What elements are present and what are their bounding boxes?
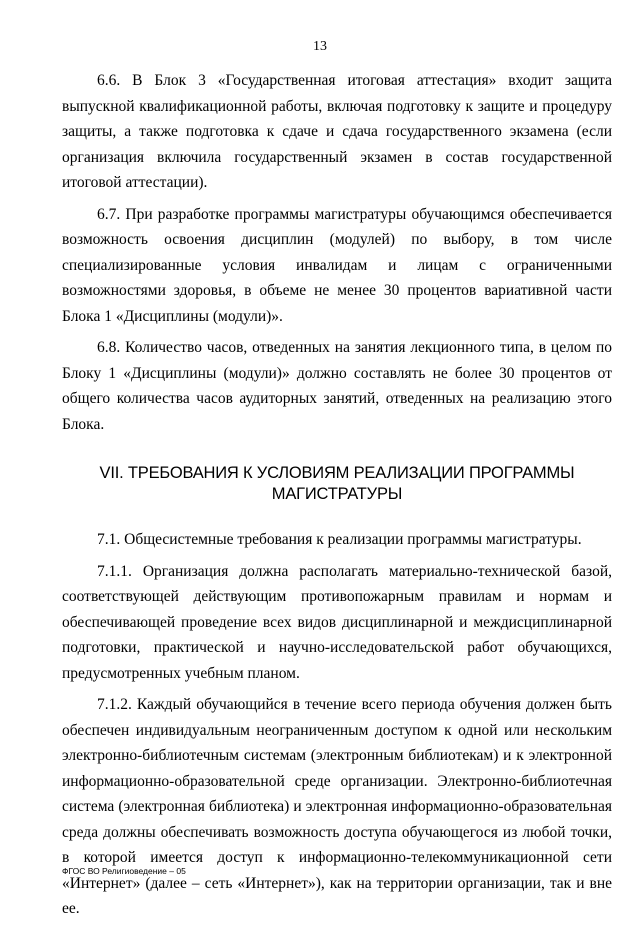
paragraph-6-8: 6.8. Количество часов, отведенных на занятия лекционного типа, в целом по Блоку 1 «Дисциплины (модули)» должно составлять не более 30 процентов от общего количества часов аудиторных занятий, отведенных на реализацию этого Блока. bbox=[62, 339, 612, 433]
paragraph-7-1-2: 7.1.2. Каждый обучающийся в течение всего периода обучения должен быть обеспечен индивидуальным неограниченным доступом к одной или нескольким электронно-библиотечным системам (электронным библиотекам) и к электронной информационно-образовательной среде организации. Электронно-библиотечная система (электронная библиотека) и электронная информационно-образовательная среда должны обеспечивать возможность доступа обучающегося из любой точки, в которой имеется доступ к информационно-телекоммуникационной сети «Интернет» (далее – сеть «Интернет»), как на территории организации, так и вне ее. bbox=[62, 696, 612, 917]
document-body bbox=[62, 68, 612, 928]
footer-document-code: ФГОС ВО Религиоведение – 05 bbox=[62, 866, 186, 876]
section-heading: VII. ТРЕБОВАНИЯ К УСЛОВИЯМ РЕАЛИЗАЦИИ ПРОГРАММЫ МАГИСТРАТУРЫ bbox=[99, 464, 575, 503]
paragraph-7-1-1: 7.1.1. Организация должна располагать материально-технической базой, соответствующей действующим противопожарным правилам и нормам и обеспечивающей проведение всех видов дисциплинарной и междисциплинарной подготовки, практической и научно-исследовательской работ обучающихся, предусмотренных учебным планом. bbox=[62, 562, 612, 682]
page-number: 13 bbox=[313, 39, 327, 54]
paragraph-6-6: 6.6. В Блок 3 «Государственная итоговая аттестация» входит защита выпускной квалификационной работы, включая подготовку к защите и процедуру защиты, а также подготовка к сдаче и сдача государственного экзамена (если организация включила государственный экзамен в состав государственной итоговой аттестации). bbox=[62, 72, 612, 191]
paragraph-7-1: 7.1. Общесистемные требования к реализации программы магистратуры. bbox=[97, 531, 582, 548]
paragraph-6-7: 6.7. При разработке программы магистратуры обучающимся обеспечивается возможность освоения дисциплин (модулей) по выбору, в том числе специализированные условия инвалидам и лицам с ограниченными возможностями здоровья, в объеме не менее 30 процентов вариативной части Блока 1 «Дисциплины (модули)». bbox=[62, 205, 612, 325]
